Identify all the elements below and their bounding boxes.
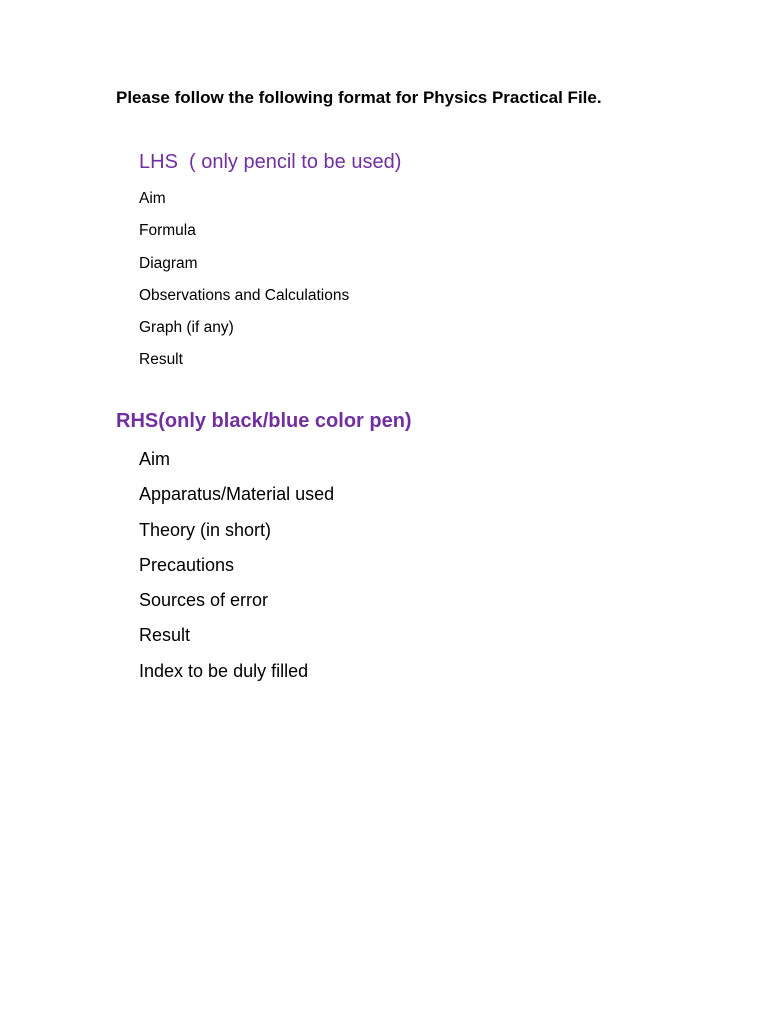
rhs-heading: RHS(only black/blue color pen) [116,410,412,432]
lhs-list [139,189,349,383]
rhs-item-result: Result [139,625,191,646]
rhs-list [139,448,334,695]
lhs-item-aim: Aim [139,190,166,207]
lhs-item-diagram: Diagram [139,254,198,272]
rhs-item-sources-of-error: Sources of error [139,590,269,611]
rhs-item-apparatus: Apparatus/Material used [139,484,335,505]
rhs-item-index: Index to be duly filled [139,660,309,681]
rhs-item-aim: Aim [139,449,170,469]
lhs-item-graph: Graph (if any) [139,319,234,337]
lhs-item-formula: Formula [139,222,196,240]
lhs-item-observations: Observations and Calculations [139,286,350,304]
lhs-heading: LHS ( only pencil to be used) [139,151,402,173]
lhs-item-result: Result [139,351,183,369]
intro-instruction: Please follow the following format for Physics Practical File. [116,88,602,107]
rhs-item-precautions: Precautions [139,554,235,575]
rhs-item-theory: Theory (in short) [139,519,272,540]
